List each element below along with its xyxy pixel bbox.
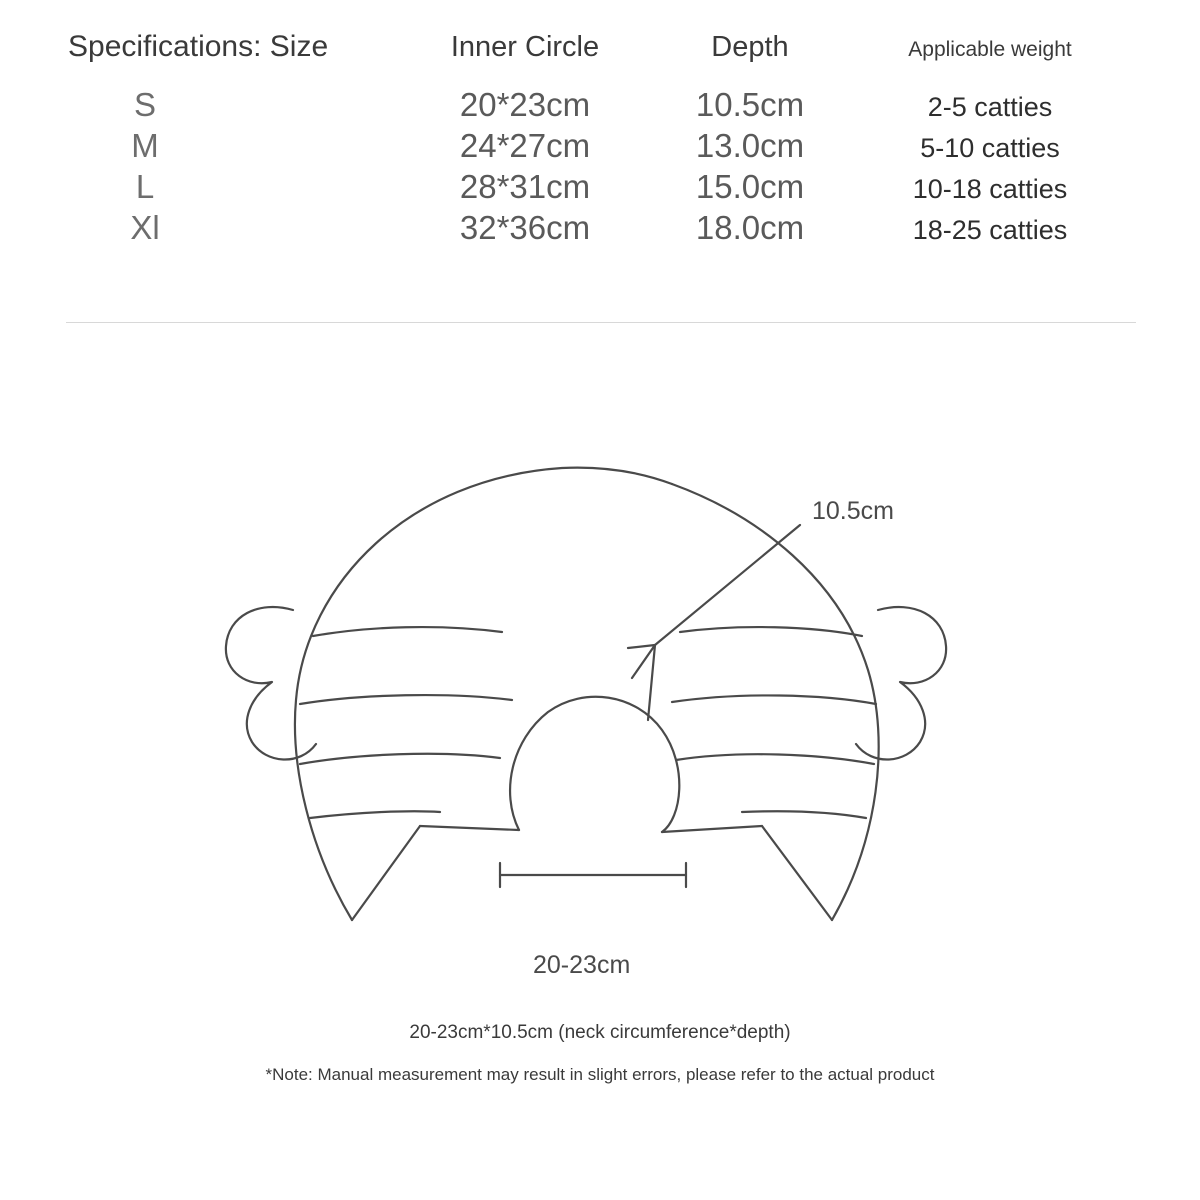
depth-dimension-label: 10.5cm — [812, 497, 894, 525]
outer-arc-left — [295, 468, 672, 920]
measurement-note: *Note: Manual measurement may result in slight errors, please refer to the actual product — [265, 1065, 935, 1084]
petal-right-edge — [762, 826, 832, 920]
cell-weight: 2-5 catties — [927, 92, 1053, 122]
opening-right-upper — [662, 826, 762, 832]
cell-inner: 24*27cm — [459, 127, 591, 164]
product-diagram — [0, 420, 1200, 1040]
table-row — [0, 209, 1200, 247]
specifications-table — [0, 0, 1200, 250]
stitch-line-left-3 — [300, 754, 500, 764]
cell-inner: 32*36cm — [459, 209, 591, 246]
opening-left-upper — [420, 826, 519, 830]
petal-left-edge — [352, 826, 420, 920]
table-row — [0, 86, 1200, 124]
column-header-depth: Depth — [711, 31, 789, 63]
cell-weight: 10-18 catties — [912, 174, 1068, 204]
stitch-line-right-4 — [742, 811, 866, 818]
table-body — [0, 86, 1200, 247]
outer-arc-right — [672, 484, 879, 920]
inner-neck-circle — [510, 697, 679, 832]
cell-inner: 20*23cm — [459, 86, 591, 123]
table-header-row — [0, 0, 1200, 64]
column-header-weight: Applicable weight — [908, 38, 1072, 61]
collar-illustration — [0, 420, 1200, 1040]
right-tie-loop — [856, 607, 946, 760]
depth-leader-lower — [648, 645, 655, 720]
cell-depth: 10.5cm — [695, 86, 805, 123]
cell-size: S — [133, 86, 156, 123]
width-dimension-label: 20-23cm — [533, 951, 631, 979]
column-header-inner-circle: Inner Circle — [450, 31, 600, 63]
stitch-line-right-2 — [672, 695, 876, 704]
table-row — [0, 127, 1200, 165]
left-tie-loop — [226, 607, 316, 760]
section-divider — [66, 322, 1136, 323]
depth-arrow-head — [628, 645, 655, 678]
cell-size: M — [131, 127, 159, 164]
stitch-line-right-1 — [680, 627, 862, 636]
cell-size: L — [135, 168, 155, 205]
dimension-caption: 20-23cm*10.5cm (neck circumference*depth) — [409, 1022, 791, 1043]
cell-inner: 28*31cm — [459, 168, 591, 205]
cell-depth: 18.0cm — [695, 209, 805, 246]
table-row — [0, 168, 1200, 206]
stitch-line-left-2 — [300, 695, 512, 704]
cell-weight: 5-10 catties — [920, 133, 1060, 163]
cell-weight: 18-25 catties — [912, 215, 1068, 245]
cell-depth: 13.0cm — [695, 127, 805, 164]
stitch-line-left-1 — [313, 627, 502, 636]
column-header-size: Specifications: Size — [68, 30, 329, 63]
stitch-line-right-3 — [676, 754, 874, 764]
stitch-line-left-4 — [310, 811, 440, 818]
cell-depth: 15.0cm — [695, 168, 805, 205]
cell-size: Xl — [130, 209, 160, 246]
